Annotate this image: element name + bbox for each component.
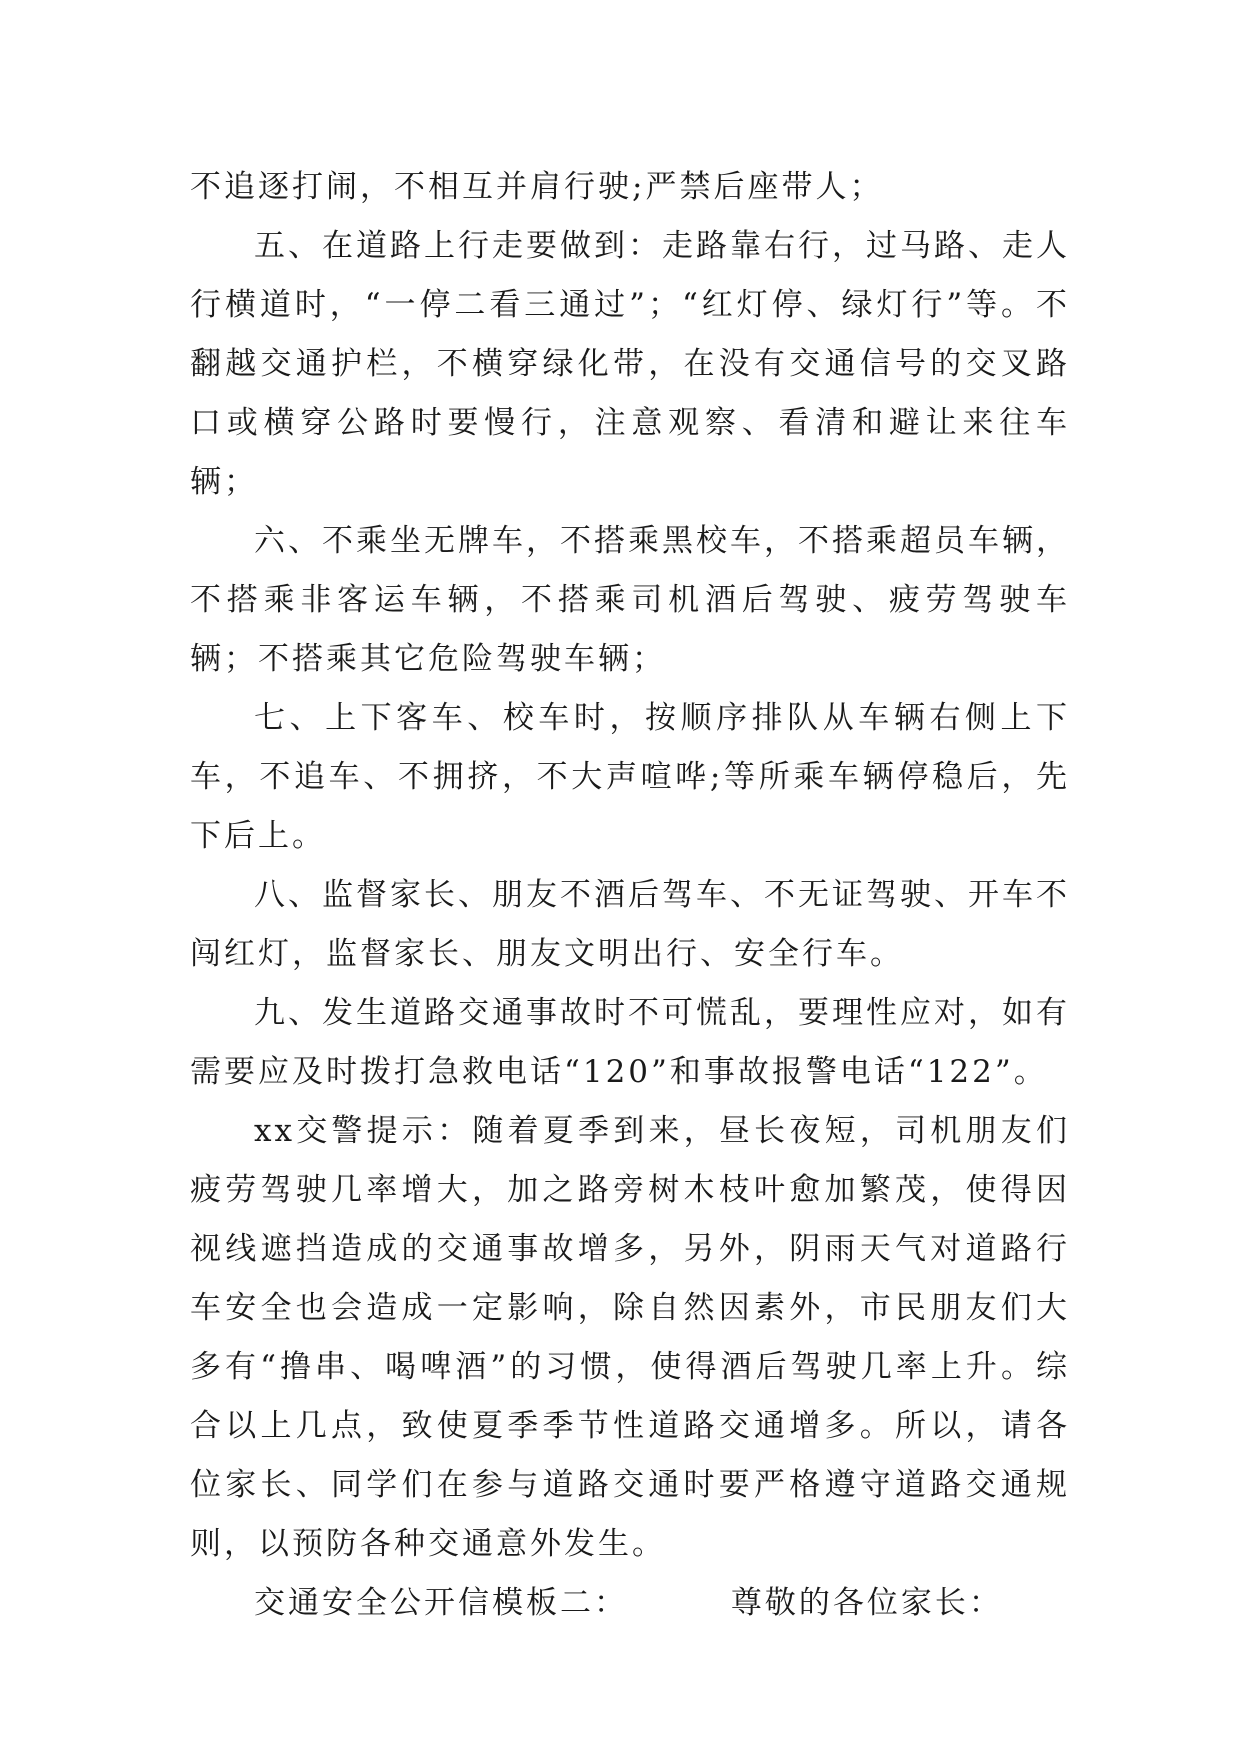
paragraph-item-6: 六、不乘坐无牌车，不搭乘黑校车，不搭乘超员车辆，不搭乘非客运车辆，不搭乘司机酒后驾驶、疲劳驾驶车辆；不搭乘其它危险驾驶车辆； <box>190 523 1070 677</box>
paragraph-item-7: 七、上下客车、校车时，按顺序排队从车辆右侧上下车，不追车、不拥挤，不大声喧哗;等所乘车辆停稳后，先下后上。 <box>190 700 1070 854</box>
paragraph-continued: 不追逐打闹，不相互并肩行驶;严禁后座带人； <box>190 169 884 205</box>
closing-line <box>190 1574 1070 1633</box>
paragraph-item-9: 九、发生道路交通事故时不可慌乱，要理性应对，如有需要应及时拨打急救电话“120”和事故报警电话“122”。 <box>190 995 1070 1090</box>
paragraph-item-5: 五、在道路上行走要做到：走路靠右行，过马路、走人行横道时，“一停二看三通过”；“红灯停、绿灯行”等。不翻越交通护栏，不横穿绿化带，在没有交通信号的交叉路口或横穿公路时要慢行，注意观察、看清和避让来往车辆； <box>190 228 1070 500</box>
closing-greeting: 尊敬的各位家长： <box>730 1585 1003 1621</box>
closing-title: 交通安全公开信模板二： <box>254 1585 628 1621</box>
paragraph-police-tip: xx交警提示：随着夏季到来，昼长夜短，司机朋友们疲劳驾驶几率增大，加之路旁树木枝叶愈加繁茂，使得因视线遮挡造成的交通事故增多，另外，阴雨天气对道路行车安全也会造成一定影响，除自然因素外，市民朋友们大多有“撸串、喝啤酒”的习惯，使得酒后驾驶几率上升。综合以上几点，致使夏季季节性道路交通增多。所以，请各位家长、同学们在参与道路交通时要严格遵守道路交通规则，以预防各种交通意外发生。 <box>190 1113 1070 1562</box>
document-body <box>190 158 1070 1633</box>
paragraph-item-8: 八、监督家长、朋友不酒后驾车、不无证驾驶、开车不闯红灯，监督家长、朋友文明出行、安全行车。 <box>190 877 1070 972</box>
